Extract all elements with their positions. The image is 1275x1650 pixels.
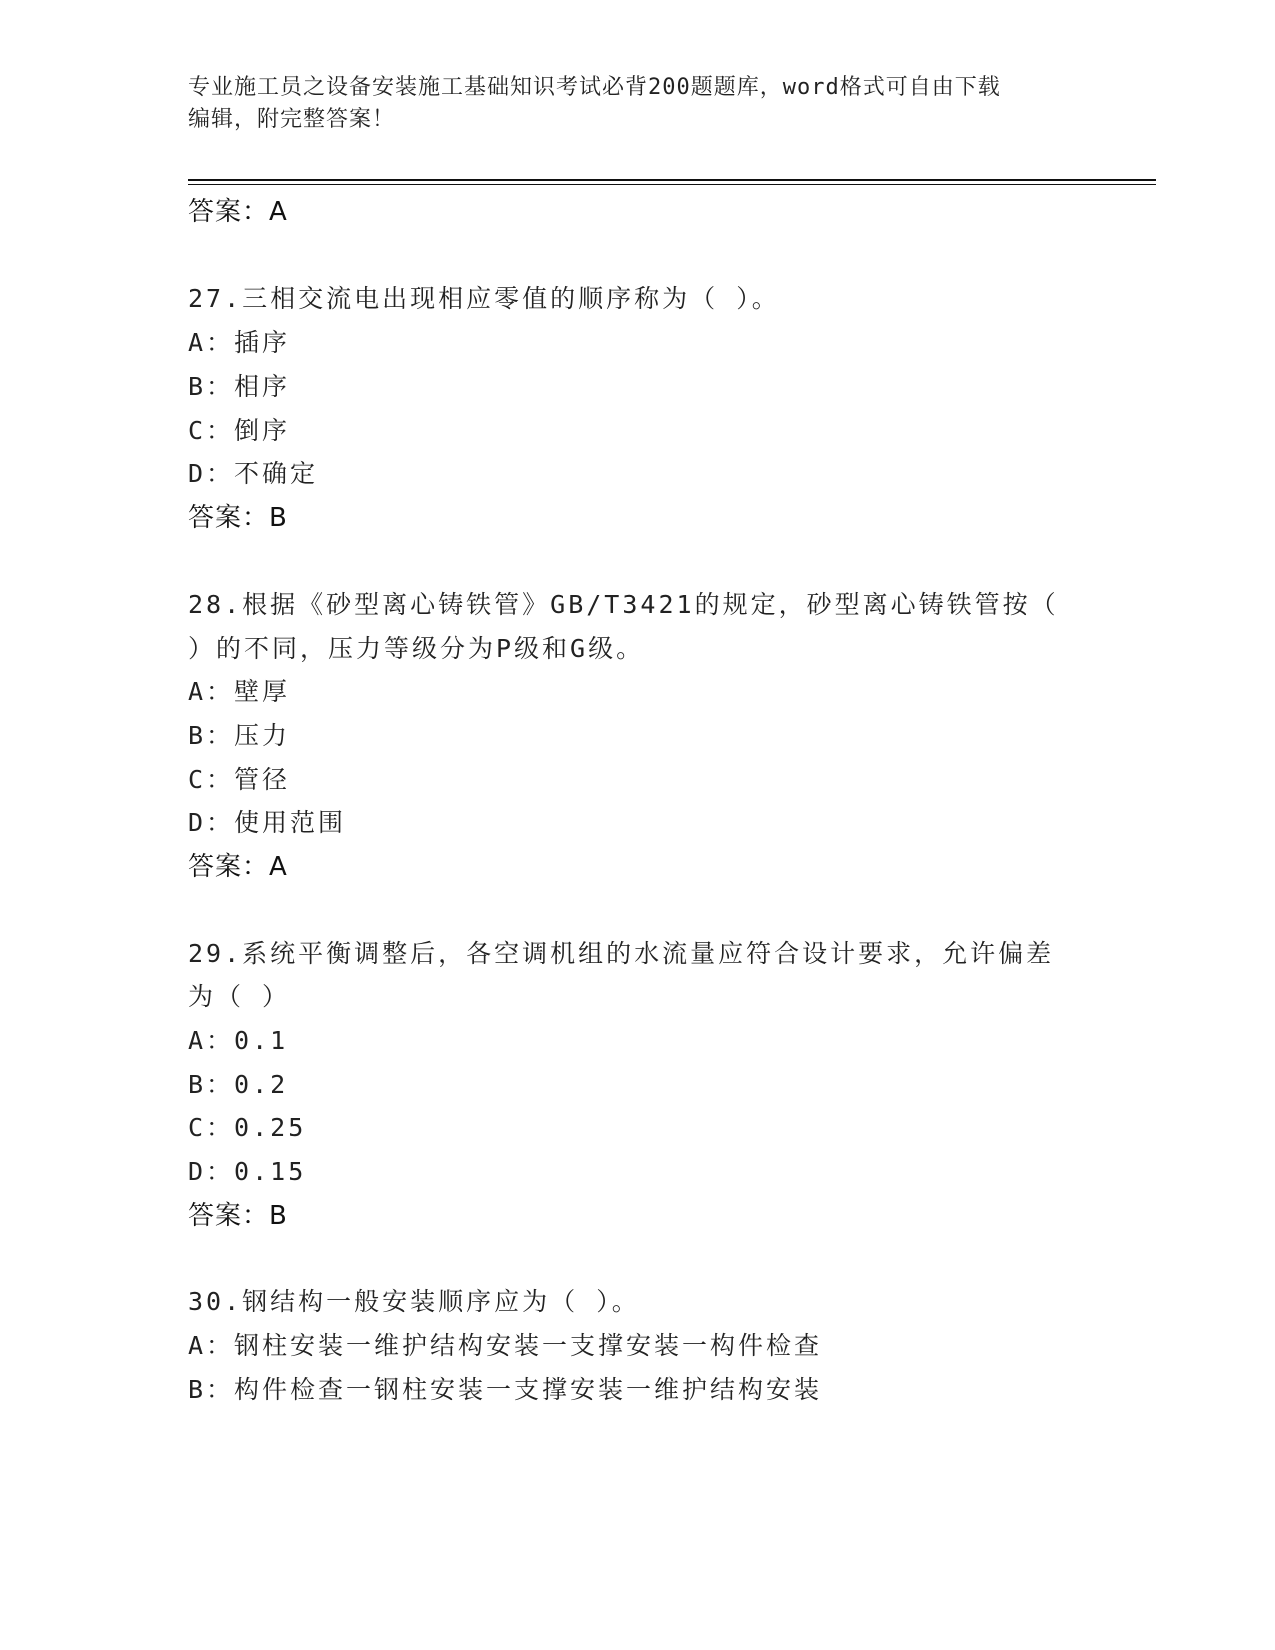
question-29-option-c: C：0.25 [188,1113,307,1142]
question-30-option-a: A：钢柱安装一维护结构安装一支撑安装一构件检查 [188,1331,823,1360]
question-28-option-c: C：管径 [188,765,291,794]
question-27-option-d: D：不确定 [188,459,319,488]
question-30-stem: 30.钢结构一般安装顺序应为（ ）。 [188,1287,640,1316]
question-28-stem-line-1: 28.根据《砂型离心铸铁管》GB/T3421的规定，砂型离心铸铁管按（ [188,590,1059,619]
question-29-stem-line-1: 29.系统平衡调整后，各空调机组的水流量应符合设计要求，允许偏差 [188,939,1055,968]
question-27-option-b: B：相序 [188,372,291,401]
document-header [188,72,1078,136]
question-28-option-b: B：压力 [188,721,291,750]
question-29-option-d: D：0.15 [188,1157,307,1186]
question-30-option-b: B：构件检查一钢柱安装一支撑安装一维护结构安装 [188,1375,823,1404]
question-27-option-a: A：插序 [188,328,291,357]
previous-question-answer: 答案：A [188,197,288,227]
header-line-1: 专业施工员之设备安装施工基础知识考试必背200题题库，word格式可自由下载 [188,75,1001,100]
question-27-answer: 答案：B [188,503,288,533]
header-divider-thick [188,179,1156,181]
question-29-stem-line-2: 为（ ） [188,982,291,1011]
question-28-stem-line-2: ）的不同，压力等级分为P级和G级。 [188,634,645,663]
header-line-2: 编辑，附完整答案！ [188,107,396,132]
question-29-option-b: B：0.2 [188,1070,289,1099]
question-29-answer: 答案：B [188,1201,288,1231]
question-28-option-a: A：壁厚 [188,677,291,706]
header-divider-thin [188,184,1156,185]
question-29-option-a: A：0.1 [188,1026,289,1055]
question-28-answer: 答案：A [188,852,288,882]
question-28-option-d: D：使用范围 [188,808,347,837]
question-27-stem: 27.三相交流电出现相应零值的顺序称为（ ）。 [188,284,780,313]
question-27-option-c: C：倒序 [188,416,291,445]
